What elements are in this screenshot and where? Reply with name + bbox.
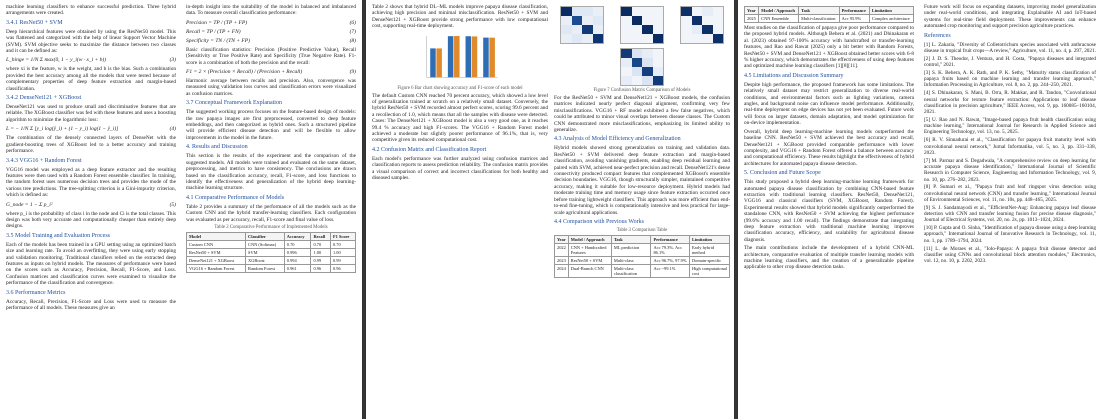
- confusion-matrix: [620, 6, 664, 44]
- confusion-matrix-cell: [632, 7, 643, 16]
- confusion-matrix-cell: [681, 25, 692, 34]
- section-heading: 3.4.2 DenseNet121 + XGBoost: [6, 95, 82, 102]
- paragraph: Each of the models has been trained in a GPU setting using an optimized batch size and learning rate. To avoid an overfitting, they were using early stopping and validation monitoring. Traditional classifiers relied on the extracted deep features as inputs on hybrid models. The measures of performance were based on the scores such as Accuracy, Precision, Recall, F1-Score, and Loss. Confusion matrices and classification curves were examined to visualize the performance of the classification and convergence.: [6, 241, 176, 287]
- reference-item: [6] R. V. Sinnadurai et al., "Classification for papaya fruit maturity level with convolutional neural network," Jurnal Informatika, vol. 5, no. 3, pp. 331–338, 2023.: [924, 137, 1096, 156]
- table-cell: 0.96: [330, 264, 355, 272]
- confusion-matrix-cell: [642, 67, 653, 76]
- confusion-matrix-cell: [621, 34, 632, 43]
- section-heading: 4.2 Confusion Matrix and Classification Report: [372, 146, 487, 153]
- confusion-matrix-cell: [702, 25, 713, 34]
- table-cell: 1.00: [330, 248, 355, 256]
- paragraph: DenseNet121 was used to produce small and discriminative features that are reliable. The XGBoost classifier was fed with these features and uses a boosting algorithm to minimize the logarithmic loss:: [6, 104, 176, 123]
- figure-caption: Figure 7 Confusion Matrix Comparison of Models: [593, 88, 691, 93]
- confusion-matrix-cell: [632, 25, 643, 34]
- table-cell: 2025: [745, 15, 759, 23]
- confusion-matrix-cell: [692, 34, 703, 43]
- table-cell: Acc 95.9%: [839, 15, 869, 23]
- table-cell: ResNet50 + SVM: [187, 248, 246, 256]
- confusion-matrix-cell: [632, 34, 643, 43]
- paragraph: in-depth insight into the suitability of the model in balanced and imbalanced data. To measure overall classification performance:: [186, 4, 356, 17]
- performance-table: [186, 232, 356, 273]
- table-row: [555, 264, 730, 277]
- reference-item: [1] L. Zakaria, "Diversity of Colletotrichum species associated with anthracnose disease in tropical fruit crops—A review," Agriculture, vol. 11, no. 4, p. 297, 2021.: [924, 41, 1096, 54]
- table-header-cell: Limitation: [869, 7, 913, 15]
- table-cell: DenseNet121 + XGBoost: [187, 256, 246, 264]
- confusion-matrix-cell: [572, 7, 583, 16]
- paragraph: where xi is the feature, w is the weight, and b is the bias. Such a combination provided the best accuracy among all the models that were tested because of complementary properties of deep feature extraction and margin-based classification.: [6, 66, 176, 92]
- table-header-cell: F1 Score: [330, 232, 355, 240]
- table-cell: Early hybrid method: [689, 243, 729, 256]
- table-header-cell: Limitation: [689, 235, 729, 243]
- reference-item: [5] U. Rao and N. Rawat, "Image-based papaya fruit health classification using machine learning," International Journal for Research in Applied Science and Engineering Technology, vol. 13, no. 5, 2025.: [924, 116, 1096, 136]
- confusion-matrix-cell: [621, 25, 632, 34]
- table-row: [187, 256, 356, 264]
- table-cell: Domain-specific: [689, 256, 729, 264]
- table-cell: Multi-class: [611, 256, 651, 264]
- table-cell: High computational cost: [689, 264, 729, 277]
- reference-item: [2] J. D. S. Theodor, J. Ventura, and H. Costa, "Papaya diseases and integrated control," 2021.: [924, 55, 1096, 69]
- table-header-row: [555, 235, 730, 243]
- section-heading: References: [924, 32, 951, 39]
- reference-list: [924, 42, 1096, 265]
- confusion-matrix-cell: [632, 76, 643, 85]
- figure-caption: Figure 6 Bar chart showing accuracy and F1-score of each model: [397, 85, 523, 91]
- confusion-matrix: [620, 48, 664, 86]
- paragraph: Basic classification statistics: Precision (Positive Predictive Value), Recall (Sensitivity or True Positive Rate) and Specificity (True Negative Rate). F1-score is a combination of both the precision and the recall:: [186, 46, 356, 66]
- confusion-matrix-cell: [692, 16, 703, 25]
- table-row: [187, 264, 356, 272]
- chart-bar: [448, 36, 454, 77]
- table-cell: 0.99: [330, 256, 355, 264]
- chart-bar: [483, 37, 489, 77]
- table-cell: CNN + Handcrafted Features: [568, 243, 611, 256]
- confusion-matrix-cell: [582, 16, 593, 25]
- table-cell: CNN (Softmax): [246, 240, 285, 248]
- table-cell: 0.961: [284, 264, 311, 272]
- confusion-matrix-cell: [632, 16, 643, 25]
- equation: Recall = TP / (TP + FN) (7): [186, 28, 356, 35]
- table-cell: VGG16 + Random Forest: [187, 264, 246, 272]
- table-header-cell: Task: [611, 235, 651, 243]
- confusion-matrix-cell: [642, 7, 653, 16]
- confusion-matrix-cell: [653, 25, 664, 34]
- confusion-matrix-cell: [713, 34, 724, 43]
- table-row: [555, 256, 730, 264]
- table-row: [187, 240, 356, 248]
- table-cell: SVM: [246, 248, 285, 256]
- confusion-matrix-cell: [713, 25, 724, 34]
- section-heading: 5. Conclusion and Future Scope: [744, 170, 821, 177]
- table-header-row: [745, 7, 914, 15]
- paragraph: Hybrid models showed strong generalization on training and validation data. ResNet50 + SVM delivered deep feature extraction and margin-based classification, avoiding vanishing gradients, enabling deep residual learning and paired with SVM, achieved near-perfect precision and recall. DenseNet121's dense connectivity produced compact features that complemented XGBoost's ensemble decision boundaries. VGG16, though structurally simpler, maintained competitive accuracy, making it suitable for low-resource deployment. Hybrid models had moderate training time and memory usage since feature extraction occurred once before training lightweight classifiers. This approach was more efficient than end-to-end fine-tuning, which is computationally intensive and less practical for large-scale agricultural applications.: [554, 145, 730, 216]
- reference-item: [7] M. Parmar and S. Degadwala, "A comprehensive review on deep learning for accurate papaya disease identification," International Journal of Scientific Research in Computer Science, Engineering and Information Technology, vol. 9, no. 10, pp. 276–282, 2023.: [924, 157, 1096, 183]
- table-row: [187, 248, 356, 256]
- document-page-2: [366, 0, 734, 419]
- reference-item: [3] S. K. Behera, A. K. Rath, and P. K. Sethy, "Maturity status classification of papaya fruits based on machine learning and transfer learning approach," Information Processing in Agriculture, vol. 8, no. 2, pp. 244–250, 2021.: [924, 69, 1096, 89]
- chart-bar: [472, 36, 478, 77]
- paragraph: Accuracy, Recall, Precision, F1-Score and Loss were used to measure the performance of all models. These measures give an: [6, 298, 176, 311]
- confusion-matrix-cell: [621, 7, 632, 16]
- table-row: [745, 15, 914, 23]
- table-cell: Acc 96.7%, 97.9%: [651, 256, 689, 264]
- section-heading: 3.4.3 VGG16 + Random Forest: [6, 157, 82, 164]
- section-heading: 3.5 Model Training and Evaluation Process: [6, 232, 110, 239]
- confusion-matrix-cell: [621, 67, 632, 76]
- table-header-cell: Classifier: [246, 232, 285, 240]
- document-page-3: [738, 0, 1100, 419]
- table-header-cell: Performance: [651, 235, 689, 243]
- confusion-matrix-cell: [653, 67, 664, 76]
- section-heading: 4.4 Comparison with Previous Works: [554, 218, 644, 225]
- table-cell: 2024: [555, 264, 569, 277]
- confusion-matrix-cell: [642, 34, 653, 43]
- confusion-matrix-cell: [582, 7, 593, 16]
- paragraph: VGG16 model was employed as a deep feature extractor and the resulting features were then used with a Random Forest ensemble classifier. In training, the random forest uses numerous decision trees and provides the mode of the various tree predictions. The tree-splitting criterion is a Gini-impurity criterion, which is defined as:: [6, 166, 176, 199]
- confusion-matrix-cell: [621, 49, 632, 58]
- confusion-matrix-cell: [642, 49, 653, 58]
- section-heading: 3.7 Conceptual Framework Explanation: [186, 100, 282, 107]
- table-cell: ResNet50 + SVM: [568, 256, 611, 264]
- comparison-table-continued: [744, 6, 914, 23]
- reference-item: [11] L. de Moraes et al., "Iolo-Papaya: A papaya fruit disease detector and classifier using CNNs and convolutional block attention modules," Electronics, vol. 12, no. 10, p. 2202, 2023.: [924, 245, 1096, 265]
- table-header-cell: Performance: [839, 7, 869, 15]
- confusion-matrix-cell: [692, 25, 703, 34]
- chart-bar: [436, 48, 442, 77]
- table-cell: 0.70: [330, 240, 355, 248]
- confusion-matrix-cell: [702, 7, 713, 16]
- document-page-1: [0, 0, 362, 419]
- paragraph: For the ResNet50 + SVM and DenseNet121 + XGBoost models, the confusion matrices indicated nearly perfect diagonal alignment, confirming very few misclassifications. VGG16 + RF model exhibited a few false negatives, which could be attributed to minor visual overlaps between disease classes. The Custom CNN demonstrated more misclassifications, emphasizing its limited ability to generalize.: [554, 95, 730, 134]
- confusion-matrix-cell: [681, 7, 692, 16]
- paragraph: machine learning classifiers to enhance successful prediction. Three hybrid arrangements were created.: [6, 4, 176, 17]
- page3-column-left: [744, 4, 914, 419]
- confusion-matrix-cell: [681, 34, 692, 43]
- table-cell: Multi-classification: [799, 15, 840, 23]
- confusion-matrix-cell: [582, 25, 593, 34]
- table-cell: Multi-class classification: [611, 264, 651, 277]
- confusion-matrix-cell: [632, 49, 643, 58]
- bar-chart: [420, 32, 500, 84]
- confusion-matrix-cell: [653, 16, 664, 25]
- table-header-cell: Task: [799, 7, 840, 15]
- paragraph: The main contributions include the development of a hybrid CNN-ML architecture, comparative evaluation of multiple transfer learning models with machine learning classifiers, and the creation of a generalizable pipeline applicable to other crop disease detection tasks.: [744, 245, 914, 271]
- confusion-matrix-cell: [632, 67, 643, 76]
- chart-bar: [466, 36, 472, 77]
- table-cell: XGBoost: [246, 256, 285, 264]
- page2-column-left: [372, 4, 548, 419]
- confusion-matrix-cell: [561, 34, 572, 43]
- paragraph: Table 2 shows that hybrid DL–ML models improve papaya disease classification, achieving high precision and minimal misclassification. ResNet50 + SVM and DenseNet121 + XGBoost provide strong performance with low computational cost, supporting real-time deployment.: [372, 4, 548, 30]
- table-header-cell: Model: [187, 232, 246, 240]
- confusion-matrix-cell: [593, 16, 604, 25]
- equation: L_hinge = 1/N Σ max(0, 1 − y_i(w · x_i + b)) (3): [6, 57, 176, 64]
- figure-6: [372, 32, 548, 84]
- table-cell: Dual-Branch CNN: [568, 264, 611, 277]
- paragraph: The default Custom CNN reached 70 percent accuracy, which showed a low level of generalization trained at scratch on a relatively small dataset. Conversely, the hybrid ResNet50 + SVM recorded almost perfect scores, scoring 99.6 percent and a recollection of 1.0, which means that all the samples with disease were detected. Cases: The DenseNet121 + XGBoost model is also a very good one, as it reaches 99.4 % accuracy and high F1-scores. The VGG16 + Random Forest model achieved a moderate but slightly poorer performance of 96.1%, that is, very competitive given its reduced computational cost.: [372, 92, 548, 144]
- confusion-matrix-cell: [713, 16, 724, 25]
- confusion-matrix-cell: [621, 76, 632, 85]
- table-header-cell: Model / Approach: [568, 235, 611, 243]
- table-cell: Random Forest: [246, 264, 285, 272]
- confusion-matrix-cell: [653, 34, 664, 43]
- paragraph: The combination of the densely connected layers of DenseNet with the gradient-boosting trees of XGBoost led to a better accuracy and training performance.: [6, 135, 176, 155]
- table-caption: Table 2 Comparative Performance of Implemented Models: [214, 224, 328, 230]
- section-heading: 3.6 Performance Metrics: [6, 289, 66, 296]
- confusion-matrix-cell: [653, 49, 664, 58]
- chart-bar: [454, 36, 460, 77]
- confusion-matrix-cell: [702, 16, 713, 25]
- confusion-matrix: [680, 6, 724, 44]
- reference-item: [10] P. Gupta and O. Sinha, "Identification of papaya disease using a deep learning approach," International Journal of Innovative Research in Technology, vol. 11, no. 1, pp. 1789–1794, 2024.: [924, 225, 1096, 244]
- section-heading: 4.1 Comparative Performance of Models: [186, 194, 285, 201]
- paragraph: Future work will focus on expanding datasets, improving model generalization under real-world conditions, and integrating Explainable AI and IoT-based systems for real-time field deployment. These improvements can enhance automated crop monitoring and support precision agriculture practices.: [924, 4, 1096, 30]
- page3-column-right: [924, 4, 1096, 419]
- section-heading: 4.5 Limitations and Discussion Summary: [744, 72, 844, 79]
- chart-bar: [489, 37, 495, 77]
- confusion-matrix: [560, 6, 604, 44]
- table-cell: Acc 79.3%, Acc 86.1%: [651, 243, 689, 256]
- comparison-table: [554, 235, 730, 278]
- page1-column-right: [186, 4, 356, 419]
- confusion-matrix-cell: [593, 25, 604, 34]
- table-header-cell: Year: [745, 7, 759, 15]
- equation: L = − 1/N Σ [y_i log(ŷ_i) + (1 − y_i) log(1 − ŷ_i)] (4): [6, 126, 176, 133]
- paragraph: This section is the results of the experiment and the comparison of the suggested models. All models were trained and evaluated on the same dataset, preprocessing, and metrics to have consistency. The conclusions are drawn based on the classification accuracy, recall, F1-score, and loss functions to identify the effectiveness and generalization of the hybrid deep learning-machine learning structure.: [186, 153, 356, 192]
- table-cell: 0.70: [284, 240, 311, 248]
- equation: Specificity = TN / (TN + FP) (8): [186, 37, 356, 44]
- table-caption: Table 3 Comparison Table: [616, 227, 668, 233]
- confusion-matrix-cell: [642, 58, 653, 67]
- paragraph: Table 2 provides a summary of the performance of all the models such as the Custom CNN and the hybrid transfer-learning classifiers. Each configuration was evaluated as per accuracy, recall, F1-score and final value of loss.: [186, 203, 356, 223]
- reference-item: [9] S. J. Sandamayodi et al., "EfficientNet-Aug: Enhancing papaya leaf disease detection with CNN and transfer learning fusion for precise disease diagnosis," Journal of Electrical Systems, vol. 20, no. 2s, pp. 1013–1024, 2024.: [924, 204, 1096, 224]
- table-cell: 1.00: [311, 248, 331, 256]
- paragraph: Harmonic average between recalls and precision. Also, convergence was measured using validation loss curves and classification errors were visualized as confusion matrices.: [186, 78, 356, 97]
- table-header-cell: Year: [555, 235, 569, 243]
- confusion-matrix-cell: [653, 76, 664, 85]
- paragraph: The suggested working process focuses on the feature-based design of models: the raw papaya images are first preprocessed, converted to deep feature embeddings, and then categorized as hybrid ones. Such a structured pipeline will provide efficient disease detection and will be flexible to allow improvements in the model in the future.: [186, 109, 356, 141]
- figure-7: [554, 6, 730, 86]
- confusion-matrix-cell: [653, 7, 664, 16]
- confusion-matrix-cell: [572, 16, 583, 25]
- confusion-matrix-cell: [632, 58, 643, 67]
- paragraph: Most studies on the classification of papaya give poor performance compared to the proposed hybrid models. Although Behera et al. (2021) and Dhinakaran et al. (2023) obtained 97-100% accuracy with handcrafted or transfer-learning features, and Rao and Rawat (2025) only a bit better with Random Forests, ResNet50 + SVM and DenseNet121 + XGBoost obtained better scores with 6-8 % higher accuracy, which demonstrates the effectiveness of using deep features and optimized machine learning classifiers [1][8][11].: [744, 25, 914, 70]
- confusion-matrix-cell: [621, 16, 632, 25]
- equation: Precision = TP / (TP + FP) (6): [186, 19, 356, 26]
- confusion-matrix-cell: [582, 34, 593, 43]
- confusion-matrix-cell: [653, 58, 664, 67]
- page2-column-right: [554, 4, 730, 419]
- reference-item: [8] P. Sumari et al., "Papaya fruit and leaf ringspot virus detection using convolutional neural network (CNN) and transfer learning," International Journal of Environmental Sciences, vol. 11, no. 10s, pp. 448–465, 2025.: [924, 184, 1096, 203]
- paragraph: Overall, hybrid deep learning-machine learning models outperformed the baseline CNN. ResNet50 + SVM achieved the best accuracy and recall, DenseNet121 + XGBoost provided comparable performance with lower complexity, and VGG16 + Random Forest offered a balance between accuracy and computational efficiency. These results highlight the effectiveness of hybrid architectures for automated papaya disease detection.: [744, 128, 914, 167]
- confusion-matrix-cell: [621, 58, 632, 67]
- table-cell: Acc ~99.1%: [651, 264, 689, 277]
- confusion-matrix-cell: [572, 25, 583, 34]
- table-cell: 0.996: [284, 248, 311, 256]
- confusion-matrix-cell: [713, 7, 724, 16]
- table-row: [555, 243, 730, 256]
- paragraph: where p_i is the probability of class i in the node and Ci is the total classes. This design was both very accurate and computationally cheaper than entirely deep designs.: [6, 210, 176, 230]
- confusion-matrix-cell: [593, 7, 604, 16]
- page1-column-left: [6, 4, 176, 419]
- table-header-cell: Model / Approach: [759, 7, 799, 15]
- table-header-row: [187, 232, 356, 240]
- paragraph: Each model's performance was further analyzed using confusion matrices and classification reports to assess prediction reliability. The confusion matrix provides a visual comparison of correct and incorrect classifications for both healthy and diseased samples.: [372, 155, 548, 182]
- confusion-matrix-cell: [572, 34, 583, 43]
- equation: F1 = 2 × (Precision × Recall) / (Precision + Recall) (9): [186, 69, 356, 76]
- paragraph: Deep hierarchical features were obtained by using the ResNet50 model. This was flattened and categorized with the help of linear Support Vector Machine (SVM). SVM objective seeks to maximize the distance between two classes and it can be defined as:: [6, 28, 176, 55]
- table-cell: Complex architecture: [869, 15, 913, 23]
- confusion-matrix-cell: [593, 34, 604, 43]
- confusion-matrix-cell: [702, 34, 713, 43]
- confusion-matrix-cell: [561, 25, 572, 34]
- confusion-matrix-cell: [561, 7, 572, 16]
- section-heading: 4. Results and Discussion: [186, 144, 248, 151]
- paragraph: This study proposed a hybrid deep learning-machine learning framework for automated papaya disease classification by combining CNN-based feature extraction with traditional learning classifiers. ResNet50, DenseNet121, VGG16 and classical classifiers (SVM, XGBoost, Random Forest). Experimental results showed that hybrid models significantly outperformed the standalone CNN, with ResNet50 + SVM achieving the highest performance (99.6% accuracy and 1.00 recall). The findings demonstrate that integrating deep feature extraction with traditional machine learning improves classification accuracy, efficiency, and scalability for agricultural disease diagnosis.: [744, 179, 914, 243]
- confusion-matrix-cell: [642, 16, 653, 25]
- table-cell: 2023: [555, 256, 569, 264]
- paragraph: Despite high performance, the proposed framework has some limitations. The relatively small dataset may restrict generalization to diverse real-world conditions, and environmental factors such as lighting variations, camera angles, and background noise can influence model performance. Additionally, real-time deployment on edge devices has not yet been evaluated. Future work will focus on larger datasets, domain adaptation, and model optimization for on-device implementation.: [744, 81, 914, 127]
- table-body: [555, 243, 730, 277]
- table-header-cell: Accuracy: [284, 232, 311, 240]
- reference-item: [4] S. Dhinakaran, S. Mani, B. Orra, R. Makkar, and R. Tandon, "Convolutional neural networks for texture feature extraction: Applications to leaf disease classification in precision agriculture," IEEE Access, vol. 9, pp. 160085–160104, 2021.: [924, 90, 1096, 116]
- confusion-matrix-cell: [681, 16, 692, 25]
- table-cell: 2022: [555, 243, 569, 256]
- table-cell: 0.99: [311, 256, 331, 264]
- section-heading: 4.3 Analysis of Model Efficiency and Generalization: [554, 136, 681, 143]
- table-cell: 0.70: [311, 240, 331, 248]
- table-body: [187, 240, 356, 272]
- table-cell: Custom CNN: [187, 240, 246, 248]
- table-cell: ML prediction: [611, 243, 651, 256]
- section-heading: 3.4.1 ResNet50 + SVM: [6, 19, 63, 26]
- table-cell: 0.96: [311, 264, 331, 272]
- table-header-cell: Recall: [311, 232, 331, 240]
- confusion-matrix-cell: [561, 16, 572, 25]
- table-cell: 0.994: [284, 256, 311, 264]
- confusion-matrix-cell: [692, 7, 703, 16]
- table-cell: CNN Ensemble: [759, 15, 799, 23]
- confusion-matrix-cell: [642, 25, 653, 34]
- equation: G_node = 1 − Σ p_i² (5): [6, 201, 176, 208]
- chart-bar: [430, 48, 436, 77]
- confusion-matrix-cell: [642, 76, 653, 85]
